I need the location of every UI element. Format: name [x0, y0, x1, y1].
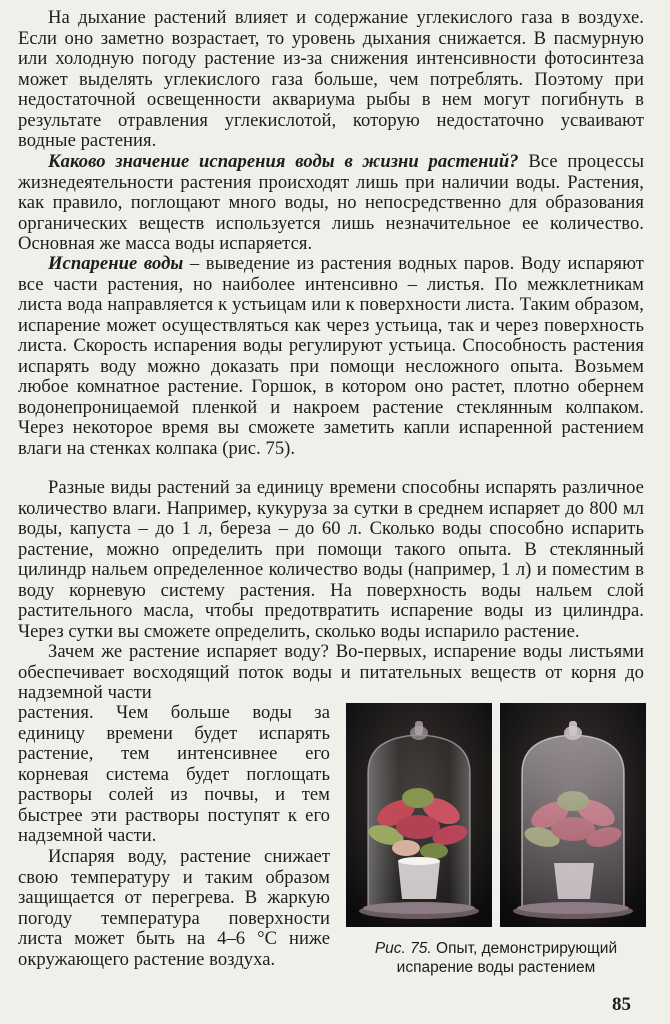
paragraph-why-evaporate: Зачем же растение испаряет воду? Во-первых, испарение воды листьями обеспечивает восходящий поток воды и питательных веществ от корня до надземной части — [18, 641, 644, 703]
paragraph-respiration-co2: На дыхание растений влияет и содержание углекислого газа в воздухе. Если оно заметно возрастает, то уровень дыхания снижается. В пасмурную или холодную погоду растение из-за снижения интенсивности фотосинтеза может выделять углекислого газа больше, чем потреблять. Поэтому при недостаточной освещенности аквариума рыбы в нем могут погибнуть в результате отравления углекислотой, которую недостаточно усваивают водные растения. — [18, 7, 644, 151]
figure-caption-text: Опыт, демонстрирующий испарение воды растением — [396, 940, 618, 976]
paragraph-why-evaporate-continued: растения. Чем больше воды за единицу времени будет испарять растение, тем интенсивнее его корневая система будет поглощать растворы солей из почвы, и тем быстрее эти растворы поступят к его надземной части. — [18, 702, 330, 846]
paragraph-evaporation-definition — [18, 254, 644, 459]
page-number: 85 — [612, 994, 631, 1015]
question-heading: Каково значение испарения воды в жизни растений? — [48, 151, 519, 172]
figure-75 — [346, 703, 646, 927]
paragraph-text: Все процессы жизнедеятельности растения происходят лишь при наличии воды. Растения, как правило, поглощают много воды, но непосредственно для образования органических веществ используется лишь незначительное ее количество. Основная же масса воды испаряется. — [18, 151, 645, 254]
paragraph-evaporation-amounts: Разные виды растений за единицу времени способны испарять различное количество влаги. Например, кукуруза за сутки в среднем испаряет до 800 мл воды, капуста – до 1 л, береза – до 60 л. Сколько воды способно испарить растение, можно определить при помощи такого опыта. В стеклянный цилиндр нальем определенное количество воды (например, 1 л) и поместим в воду корневую систему растения. На поверхность воды нальем слой растительного масла, чтобы предотвратить испарение воды из цилиндра. Через сутки вы сможете определить, сколько воды испарило растение. — [18, 477, 644, 642]
term-heading: Испарение воды — [48, 253, 184, 274]
figure-caption — [346, 939, 646, 977]
figure-label: Рис. 75. — [374, 940, 432, 957]
photo-bell-jar-condensation — [500, 703, 646, 927]
photo-bell-jar-start — [346, 703, 492, 927]
paragraph-text: – выведение из растения водных паров. Воду испаряют все части растения, но наиболее интенсивно – листья. По межклетникам листа вода направляется к устьицам или к поверхности листа. Таким образом, испарение может осуществляться как через устьица, так и через поверхность листа. Скорость испарения воды регулируют устьица. Способность растения испарять воду можно доказать при помощи несложного опыта. Возьмем любое комнатное растение. Горшок, в котором оно растет, плотно обернем водонепроницаемой пленкой и накроем растение стеклянным колпаком. Через некоторое время вы сможете заметить капли испаренной растением влаги на стенках колпака (рис. 75). — [18, 253, 644, 459]
paragraph-evaporation-importance — [18, 152, 644, 255]
paragraph-cooling: Испаряя воду, растение снижает свою температуру и таким образом защищается от перегрева. В жаркую погоду температура поверхности листа может быть на 4–6 °С ниже окружающего растение воздуха. — [18, 846, 330, 970]
